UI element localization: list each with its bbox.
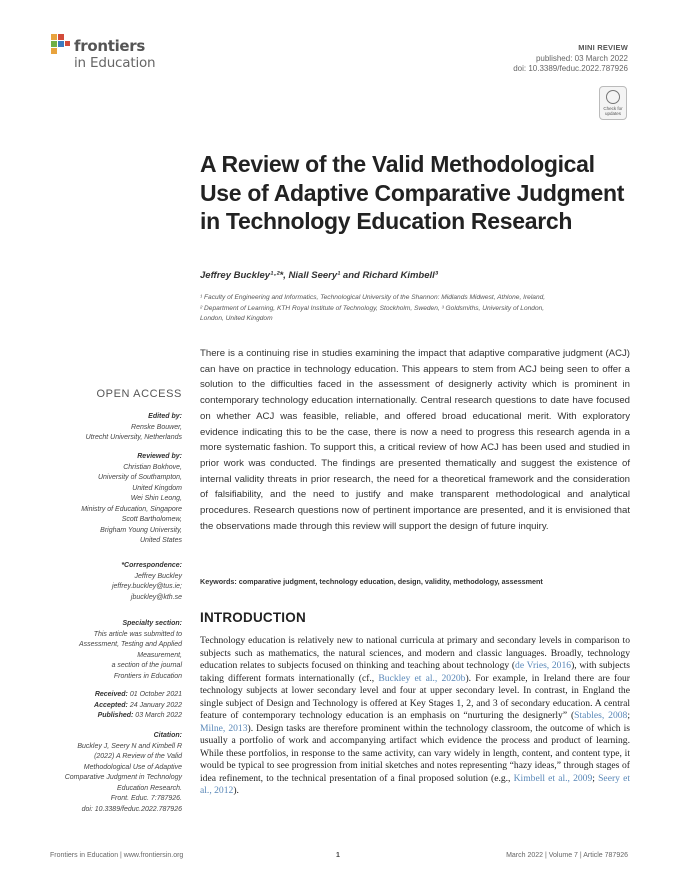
check-for-updates-badge[interactable] [599, 86, 627, 120]
citation-link[interactable]: de Vries, 2016 [515, 660, 572, 671]
citation-link[interactable]: Stables, 2008 [574, 710, 628, 721]
specialty-line: Frontiers in Education [113, 672, 182, 680]
abstract: There is a continuing rise in studies examining the impact that adaptive comparative judgment (ACJ) can have on practice in technology education. This appears to stem from ACJ being seen to offer a solution to the difficulties faced in the assessment of designerly activity which is prominent in contemporary technology education internationally. Central research questions to date have focused on whether ACJ was feasible, reliable, and offered broad educational merit. With exploratory evidence indicating this to be the case, there is now a need to progress this research agenda in a more systematic fashion. To support this, a critical review of how ACJ has been used and studied in prior work was conducted. The findings are presented thematically and suggest the existence of internal validity threats in prior research, the need for a theoretical framework and the consideration of falsifiability, and the need to justify and make transparent methodological and analytical procedures. Research questions now of pertinent importance are presented, and it is envisioned that the observations made through this review will support the design of future inquiry. [200, 348, 630, 532]
intro-paragraph: Technology education is relatively new to national curricula at primary and secondary levels in comparison to subjects such as mathematics, the natural sciences, and modern and classic languages. Broadly, technology education relates to subjects focused on thinking and teaching about technology (de Vries, 2016), with subjects taking different formats internationally (cf., Buckley et al., 2020b). For example, in Ireland there are four technology subjects at lower secondary level and four at upper secondary level. In contrast, in England the single subject of Design and Technology is offered at Key Stages 1, 2, and 3 of secondary education. A central feature of contemporary technology education is an emphasis on “nurturing the designerly” (Stables, 2008; Milne, 2013). Design tasks are therefore prominent within the technology classroom, the outcome of which is usually a portfolio of work and accompanying artifact which evidence the process and product of learning. While these portfolios, in response to the same activity, can vary widely in length, content, and content type, it would be typical to see progression from initial sketches and notes representing “hazy ideas,” through stages of idea refinement, to the technical presentation of a final proposed solution (e.g., Kimbell et al., 2009; Seery et al., 2012). [200, 635, 631, 796]
logo-brand: frontiers [74, 37, 146, 55]
article-title: A Review of the Valid Methodological Use of Adaptive Comparative Judgment in Technology Education Research [200, 151, 625, 234]
reviewer-inst: United Kingdom [132, 484, 182, 492]
citation-line[interactable]: doi: 10.3389/feduc.2022.787926 [81, 805, 182, 813]
edited-by-label: Edited by: [148, 413, 182, 420]
specialty-line: Measurement, [137, 651, 182, 659]
article-meta [513, 43, 628, 75]
citation-line: (2022) A Review of the Valid [94, 753, 182, 760]
accepted-date: 24 January 2022 [129, 701, 182, 709]
doi[interactable]: doi: 10.3389/feduc.2022.787926 [513, 64, 628, 73]
reviewer-inst: Brigham Young University, [100, 526, 182, 534]
affiliations [200, 293, 630, 325]
citation-line: Comparative Judgment in Technology [64, 774, 182, 781]
edited-by-block [0, 412, 182, 444]
specialty-line: This article was submitted to [93, 630, 182, 638]
specialty-label: Specialty section: [122, 620, 182, 627]
journal-logo [50, 33, 180, 73]
reviewer-inst: University of Southampton, [97, 474, 182, 481]
corr-email[interactable]: jeffrey.buckley@tus.ie; [111, 583, 182, 590]
citation-link[interactable]: Seery et al., 2012 [200, 772, 630, 796]
keywords-list: comparative judgment, technology education, design, validity, methodology, assessment [238, 577, 543, 586]
citation-line: Methodological Use of Adaptive [83, 763, 182, 771]
dates-block [0, 690, 182, 722]
published-label: Published: [97, 712, 134, 719]
keywords-label: Keywords: [200, 577, 237, 586]
editor-inst: Utrecht University, Netherlands [85, 434, 182, 441]
frontiers-logo-icon [50, 33, 72, 55]
updates-label-1: Check for [603, 106, 623, 111]
citation-link[interactable]: Kimbell et al., 2009 [513, 772, 593, 784]
open-access-label: OPEN ACCESS [96, 388, 182, 400]
footer-journal-link[interactable]: Frontiers in Education | www.frontiersin.org [50, 852, 184, 859]
reviewer-name: Christian Bokhove, [123, 463, 182, 471]
correspondence-label: *Correspondence: [121, 562, 182, 569]
correspondence-block [0, 561, 182, 603]
specialty-line: a section of the journal [111, 662, 182, 669]
authors: Jeffrey Buckley¹·²*, Niall Seery¹ and Richard Kimbell³ [200, 270, 438, 281]
corr-name: Jeffrey Buckley [134, 572, 182, 580]
reviewer-name: Scott Bartholomew, [121, 516, 182, 523]
corr-email[interactable]: jbuckley@kth.se [130, 593, 182, 601]
received-date: 01 October 2021 [129, 691, 182, 698]
footer-issue: March 2022 | Volume 7 | Article 787926 [506, 852, 628, 859]
citation-line: Education Research. [117, 784, 182, 792]
affiliation-line: ² Department of Learning, KTH Royal Institute of Technology, Stockholm, Sweden, ³ Goldsmiths, University of London, [200, 304, 545, 312]
section-heading: INTRODUCTION [200, 610, 306, 625]
citation-link[interactable]: Buckley et al., 2020b [378, 672, 466, 684]
published-date-side: 03 March 2022 [135, 712, 182, 719]
affiliation-line: London, United Kingdom [200, 315, 273, 322]
reviewer-name: Wei Shin Leong, [130, 495, 182, 502]
updates-label-2: updates [604, 111, 621, 116]
editor-name: Renske Bouwer, [131, 423, 182, 431]
updates-icon [606, 90, 620, 104]
accepted-label: Accepted: [94, 701, 128, 709]
citation-block [0, 731, 182, 815]
specialty-block [0, 619, 182, 682]
specialty-line: Assessment, Testing and Applied [79, 641, 182, 648]
received-label: Received: [94, 691, 128, 698]
reviewer-inst: United States [139, 537, 182, 544]
citation-line: Buckley J, Seery N and Kimbell R [77, 742, 182, 750]
published-date: published: 03 March 2022 [535, 53, 628, 63]
reviewed-by-block [0, 452, 182, 547]
page-number: 1 [336, 852, 340, 859]
logo-journal: in Education [74, 55, 156, 71]
keywords [200, 577, 630, 586]
reviewed-by-label: Reviewed by: [137, 453, 182, 460]
affiliation-line: ¹ Faculty of Engineering and Informatics, Technological University of the Shannon: Midlands Midwest, Athlone, Ireland, [200, 294, 546, 301]
citation-link[interactable]: Milne, 2013 [200, 722, 248, 734]
citation-line: Front. Educ. 7:787926. [110, 795, 182, 802]
article-type: MINI REVIEW [578, 43, 628, 52]
citation-label: Citation: [153, 732, 182, 739]
reviewer-inst: Ministry of Education, Singapore [81, 505, 182, 513]
